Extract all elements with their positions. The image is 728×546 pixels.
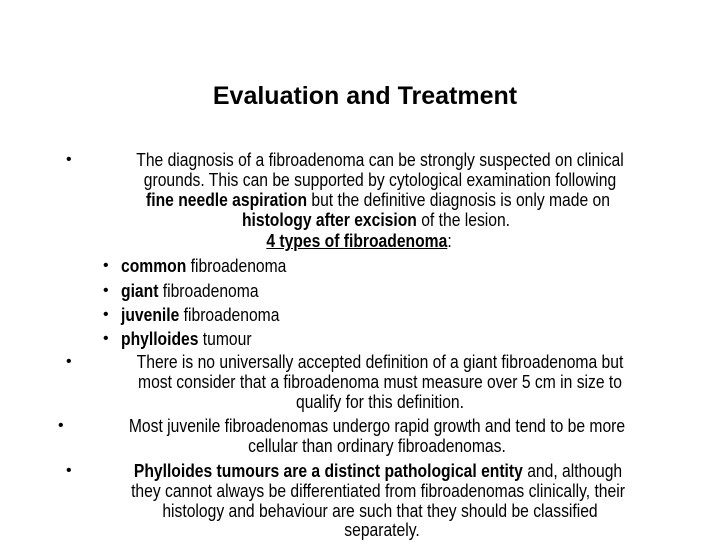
text-segment: There is no universally accepted definition of a giant fibroadenoma but <box>136 352 624 372</box>
type-suffix: fibroadenoma <box>158 281 259 301</box>
bullet-icon: • <box>103 257 109 274</box>
text-segment: separately. <box>344 520 420 540</box>
text-segment: of the lesion. <box>416 210 511 230</box>
paragraph-line <box>42 231 675 251</box>
text-segment: : <box>447 231 452 251</box>
type-name: giant <box>121 281 159 301</box>
bold-text: 4 types of fibroadenoma <box>266 231 448 251</box>
text-segment: and, although <box>522 461 623 481</box>
bullet-icon: • <box>103 306 109 323</box>
paragraph-line <box>65 520 698 540</box>
text-segment: but the definitive diagnosis is only made on <box>307 190 610 210</box>
text-segment: Most juvenile fibroadenomas undergo rapid growth and tend to be more <box>128 416 626 436</box>
paragraph-line <box>61 190 694 210</box>
type-suffix: fibroadenoma <box>179 305 280 325</box>
type-suffix: tumour <box>198 329 252 349</box>
paragraph-line <box>63 352 696 372</box>
bold-text: histology after excision <box>241 210 417 230</box>
text-segment: cellular than ordinary fibroadenomas. <box>248 436 506 456</box>
bullet-icon: • <box>66 151 72 168</box>
paragraph-line <box>63 501 696 521</box>
bullet-icon: • <box>58 417 64 434</box>
slide-title-text: Evaluation and Treatment <box>212 82 518 110</box>
paragraph-line <box>63 372 696 392</box>
bold-text: fine needle aspiration <box>146 190 308 210</box>
text-segment: histology and behaviour are such that they should be classified <box>162 501 598 521</box>
bullet-icon: • <box>66 462 72 479</box>
fibroadenoma-type-item <box>121 281 259 301</box>
text-segment: qualify for this definition. <box>295 392 464 412</box>
text-segment: grounds. This can be supported by cytological examination following <box>143 170 617 190</box>
fibroadenoma-type-item <box>121 305 279 325</box>
paragraph-line <box>63 150 696 170</box>
bullet-icon: • <box>103 330 109 347</box>
text-segment: most consider that a fibroadenoma must measure over 5 cm in size to <box>138 372 622 392</box>
bold-text: Phylloides tumours are a distinct pathological entity <box>133 461 523 481</box>
bullet-icon: • <box>103 282 109 299</box>
paragraph-line <box>63 392 696 412</box>
paragraph-line <box>60 416 693 436</box>
fibroadenoma-type-item <box>121 329 252 349</box>
slide-title <box>0 82 728 111</box>
text-segment: The diagnosis of a fibroadenoma can be strongly suspected on clinical <box>136 150 624 170</box>
paragraph-line <box>59 210 692 230</box>
paragraph-line <box>61 461 694 481</box>
type-suffix: fibroadenoma <box>186 256 287 276</box>
type-name: common <box>121 256 187 276</box>
type-name: phylloides <box>121 329 199 349</box>
fibroadenoma-type-item <box>121 256 286 276</box>
paragraph-line <box>61 481 694 501</box>
paragraph-line <box>60 436 693 456</box>
bullet-icon: • <box>66 353 72 370</box>
text-segment: they cannot always be differentiated from fibroadenomas clinically, their <box>131 481 625 501</box>
paragraph-line <box>63 170 696 190</box>
type-name: juvenile <box>121 305 180 325</box>
